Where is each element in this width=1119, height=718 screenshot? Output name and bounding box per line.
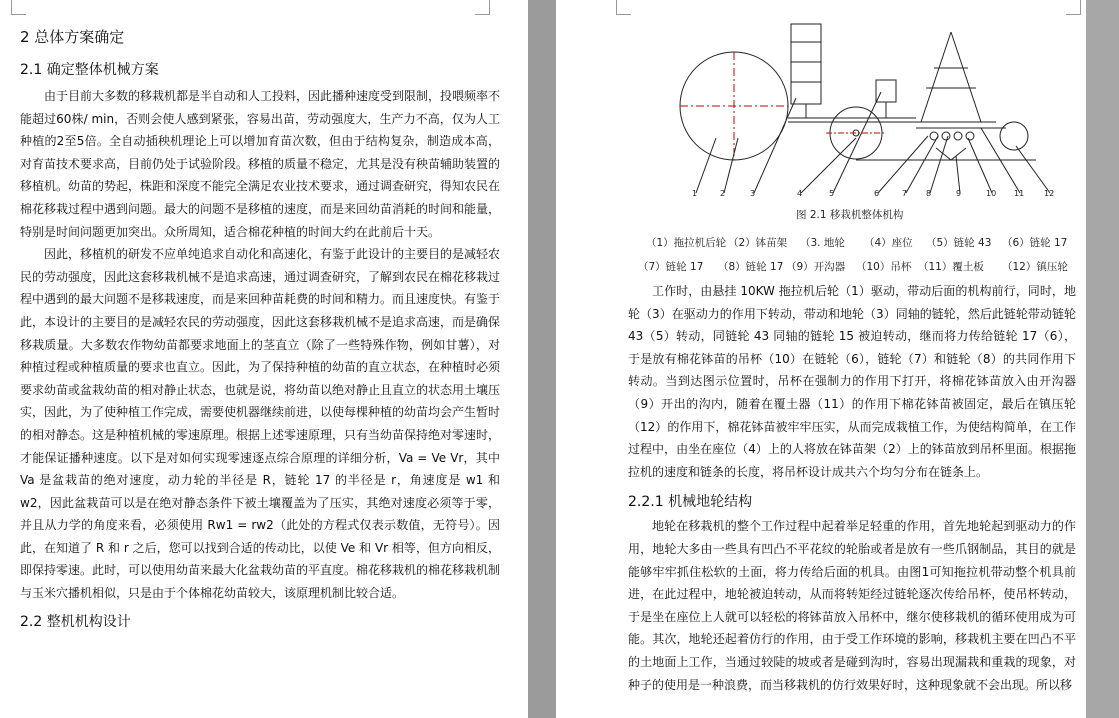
right-text-column <box>628 280 1076 696</box>
figure-number: 8 <box>926 189 932 198</box>
legend-item: （3. 地轮 <box>800 237 845 249</box>
section-heading-2: 2 总体方案确定 <box>20 28 125 46</box>
figure-number: 2 <box>720 189 726 198</box>
figure-number: 9 <box>956 189 962 198</box>
compacting-wheel-shape <box>1000 122 1028 150</box>
legend-item: （12）镇压轮 <box>1002 261 1068 273</box>
legend-item: （2）钵苗架 <box>728 237 788 249</box>
figure-number: 1 <box>692 189 698 198</box>
crop-mark <box>475 0 490 15</box>
document-page-right <box>556 0 1086 718</box>
figure-number: 11 <box>1014 189 1025 198</box>
crop-mark <box>616 0 631 15</box>
figure-number: 4 <box>797 189 803 198</box>
paragraph: 地轮在移栽机的整个工作过程中起着举足轻重的作用，首先地轮起到驱动力的作用，地轮大多由一些具有凹凸不平花纹的轮胎或者是放有一些爪钢制品，其目的就是能够牢牢抓住松软的土面，将力传给后面的机具。由图1可知拖拉机带动整个机具前进，在此过程中，地轮被迫转动，从而将转矩经过链轮逐次传给吊杯，使吊杯转动，于是坐在座位上人就可以轻松的将钵苗放入吊杯中，继尔使移栽机的循环使用成为可能。其次，地轮还起着仿行的作用，由于受工作环境的影响，移栽机主要在凹凸不平的土地面上工作，当通过较陡的坡或者是碰到沟时，容易出现漏栽和重栽的现象，对种子的使用是一种浪费，而当移栽机的仿行效果好时，这种现象就不会出现。所以移 <box>628 519 1076 692</box>
seedling-rack-shape <box>791 24 821 104</box>
figure-number: 6 <box>874 189 880 198</box>
section-heading-2-2: 2.2 整机机构设计 <box>20 613 131 630</box>
figure-number: 5 <box>829 189 835 198</box>
figure-number: 10 <box>986 189 997 198</box>
legend-item: （9）开沟器 <box>786 261 846 273</box>
legend-item: （10）吊杯 <box>856 261 912 273</box>
figure-legend-row-1 <box>646 235 1076 250</box>
seat-shape <box>876 80 896 102</box>
document-page-left <box>0 0 528 718</box>
section-heading-2-1: 2.1 确定整体机械方案 <box>20 62 159 78</box>
legend-item: （1）拖拉机后轮 <box>646 237 727 249</box>
figure-number: 7 <box>902 189 908 198</box>
figure-number: 3 <box>750 189 756 198</box>
crop-mark <box>1066 0 1081 15</box>
legend-item: （4）座位 <box>864 237 913 249</box>
viewer-background <box>1086 0 1119 718</box>
figure-number: 12 <box>1044 189 1055 198</box>
legend-item: （5）链轮 43 <box>926 237 992 249</box>
legend-item: （7）链轮 17 <box>638 261 704 273</box>
figure-caption: 图 2.1 移栽机整体机构 <box>796 209 904 221</box>
legend-item: （6）链轮 17 <box>1002 237 1068 249</box>
legend-item: （8）链轮 17 <box>718 261 784 273</box>
paragraph: 因此，移植机的研发不应单纯追求自动化和高速化，有鉴于此设计的主要目的是减轻农民的劳动强度，因此这套移栽机械不是追求高速，通过调查研究，了解到农民在棉花移栽过程中遇到的最大问题不是移栽速度，而是来回种苗耗费的时间和精力。而且速度快。有鉴于此，本设计的主要目的是减轻农民的劳动强度，因此这套移栽机械不是追求高速，而是确保移栽质量。大多数农作物幼苗都要求地面上的茎直立（除了一些特殊作物，例如甘薯），对种植过程或种植质量的要求也直立。因此，为了保持种植的幼苗的直立状态，在种植时必须要求幼苗或盆栽幼苗的相对静止状态，也就是说，将幼苗以绝对静止且直立的状态用土壤压实，因此，为了使种植工作完成，需要使机器继续前进，以使每棵种植的幼苗均会产生暂时的相对静态。这是种植机械的零速原理。根据上述零速原理，只有当幼苗保持绝对零速时，才能保证播种速度。以下是对如何实现零速逐点综合原理的详细分析，Va = Ve Vr，其中 Va 是盆栽苗的绝对速度，动力轮的半径是 R，链轮 17 的半径是 r，角速度是 w1 和 w2，因此盆栽苗可以是在绝对静态条件下被土壤覆盖为了压实，其绝对速度必须等于零，并且从力学的角度来看，必须使用 Rw1 = rw2（此处的方程式仅表示数值，无符号）。因此，在知道了 R 和 r 之后，您可以找到合适的传动比，以使 Ve 和 Vr 相等，但方向相反，即保持零速。此时，可以使用幼苗来最大化盆栽幼苗的平直度。棉花移栽机的棉花移栽机制与玉米穴播机相似，只是由于个体棉花幼苗较大，该原理机制比较合适。 <box>20 247 501 601</box>
left-text-column <box>20 26 500 631</box>
legend-item: （11）覆土板 <box>918 261 984 273</box>
paragraph: 由于目前大多数的移栽机都是半自动和人工投料，因此播种速度受到限制，投喂频率不能超过60株/ min，否则会使人感到紧张，容易出苗，劳动强度大，生产力不高，仅为人工种植的2至5倍。全自动插秧机理论上可以增加育苗次数，但由于结构复杂，制造成本高，对育苗技术要求高，目前仍处于试验阶段。移植的质量不稳定，尤其是没有秧苗辅助装置的移植机。幼苗的势起，株距和深度不能完全满足农业技术要求，通过调查研究，得知农民在棉花移栽过程中遇到问题。最大的问题不是移植的速度，而是来回幼苗消耗的时间和能量，特别是时间问题更加突出。众所周知，适合棉花种植的时间大约在此前后十天。 <box>20 89 501 239</box>
figure-legend-row-2 <box>638 259 1078 274</box>
section-heading-2-2-1: 2.2.1 机械地轮结构 <box>628 494 753 511</box>
machine-diagram <box>676 18 1086 198</box>
paragraph: 工作时，由悬挂 10KW 拖拉机后轮（1）驱动，带动后面的机构前行，同时，地轮（3）在驱动力的作用下转动，带动和地轮（3）同轴的链轮，然后此链轮带动链轮 43（5）转动，同链轮 43 同轴的链轮 15 被迫转动，继而将力传给链轮 17（6），于是放有棉花钵苗的吊杯（10）在链轮（6），链轮（7）和链轮（8）的共同作用下转动。当到达图示位置时，吊杯在强制力的作用下打开，将棉花钵苗放入由开沟器（9）开出的沟内，随着在覆土器（11）的作用下棉花钵苗被固定，最后在镇压轮（12）的作用下，棉花钵苗被牢牢压实，从而完成栽植工作，为使结构简单，在工作过程中，由坐在座位（4）上的人将放在钵苗架（2）上的钵苗放到吊杯里面。根据拖拉机的速度和链条的长度，将吊杯设计成共六个均匀分布在链条上。 <box>628 284 1076 479</box>
crop-mark <box>11 0 26 15</box>
